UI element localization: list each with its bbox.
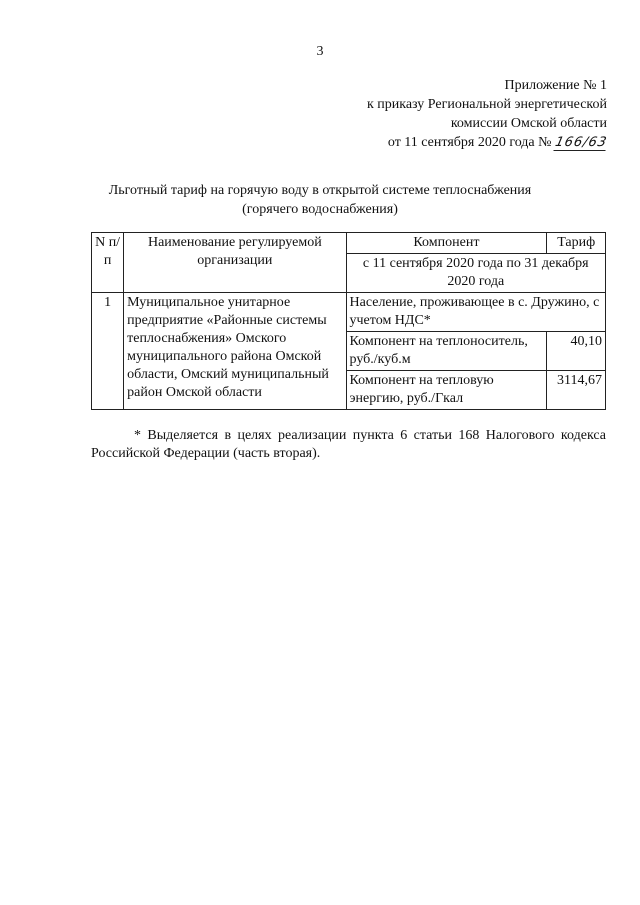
title-line-1: Льготный тариф на горячую воду в открытой системе теплоснабжения: [108, 183, 532, 198]
handwritten-order-number: 166/63: [553, 135, 609, 150]
title-line-2: (горячего водоснабжения): [242, 202, 398, 217]
document-title: [0, 181, 640, 219]
header-component: Компонент: [346, 233, 547, 254]
appendix-order-ref: к приказу Региональной энергетической: [366, 97, 607, 112]
header-org: Наименование регулируемой организации: [124, 233, 346, 293]
component-value: 40,10: [547, 332, 606, 371]
component-name: Компонент на теплоноситель, руб./куб.м: [346, 332, 547, 371]
header-num: N п/п: [92, 233, 124, 293]
row-consumer-group: Население, проживающее в с. Дружино, с учетом НДС*: [346, 293, 605, 332]
appendix-date: от 11 сентября 2020 года №: [387, 135, 552, 150]
appendix-commission: комиссии Омской области: [450, 116, 607, 131]
table-row: [92, 293, 606, 332]
header-tariff: Тариф: [547, 233, 606, 254]
component-name: Компонент на тепловую энергию, руб./Гкал: [346, 371, 547, 410]
header-period: с 11 сентября 2020 года по 31 декабря 2020 года: [346, 254, 605, 293]
appendix-date-line: [367, 133, 607, 152]
row-org: Муниципальное унитарное предприятие «Районные системы теплоснабжения» Омского муниципального района Омской области, Омский муниципальный район Омской области: [124, 293, 346, 410]
page-number: 3: [316, 44, 324, 59]
appendix-block: [367, 76, 607, 152]
component-value: 3114,67: [547, 371, 606, 410]
row-num: 1: [92, 293, 124, 410]
tariff-table: [91, 232, 606, 410]
footnote: * Выделяется в целях реализации пункта 6 статьи 168 Налогового кодекса Российской Федерации (часть вторая).: [91, 428, 606, 461]
header-row: [92, 233, 606, 254]
appendix-title: Приложение № 1: [504, 78, 607, 93]
